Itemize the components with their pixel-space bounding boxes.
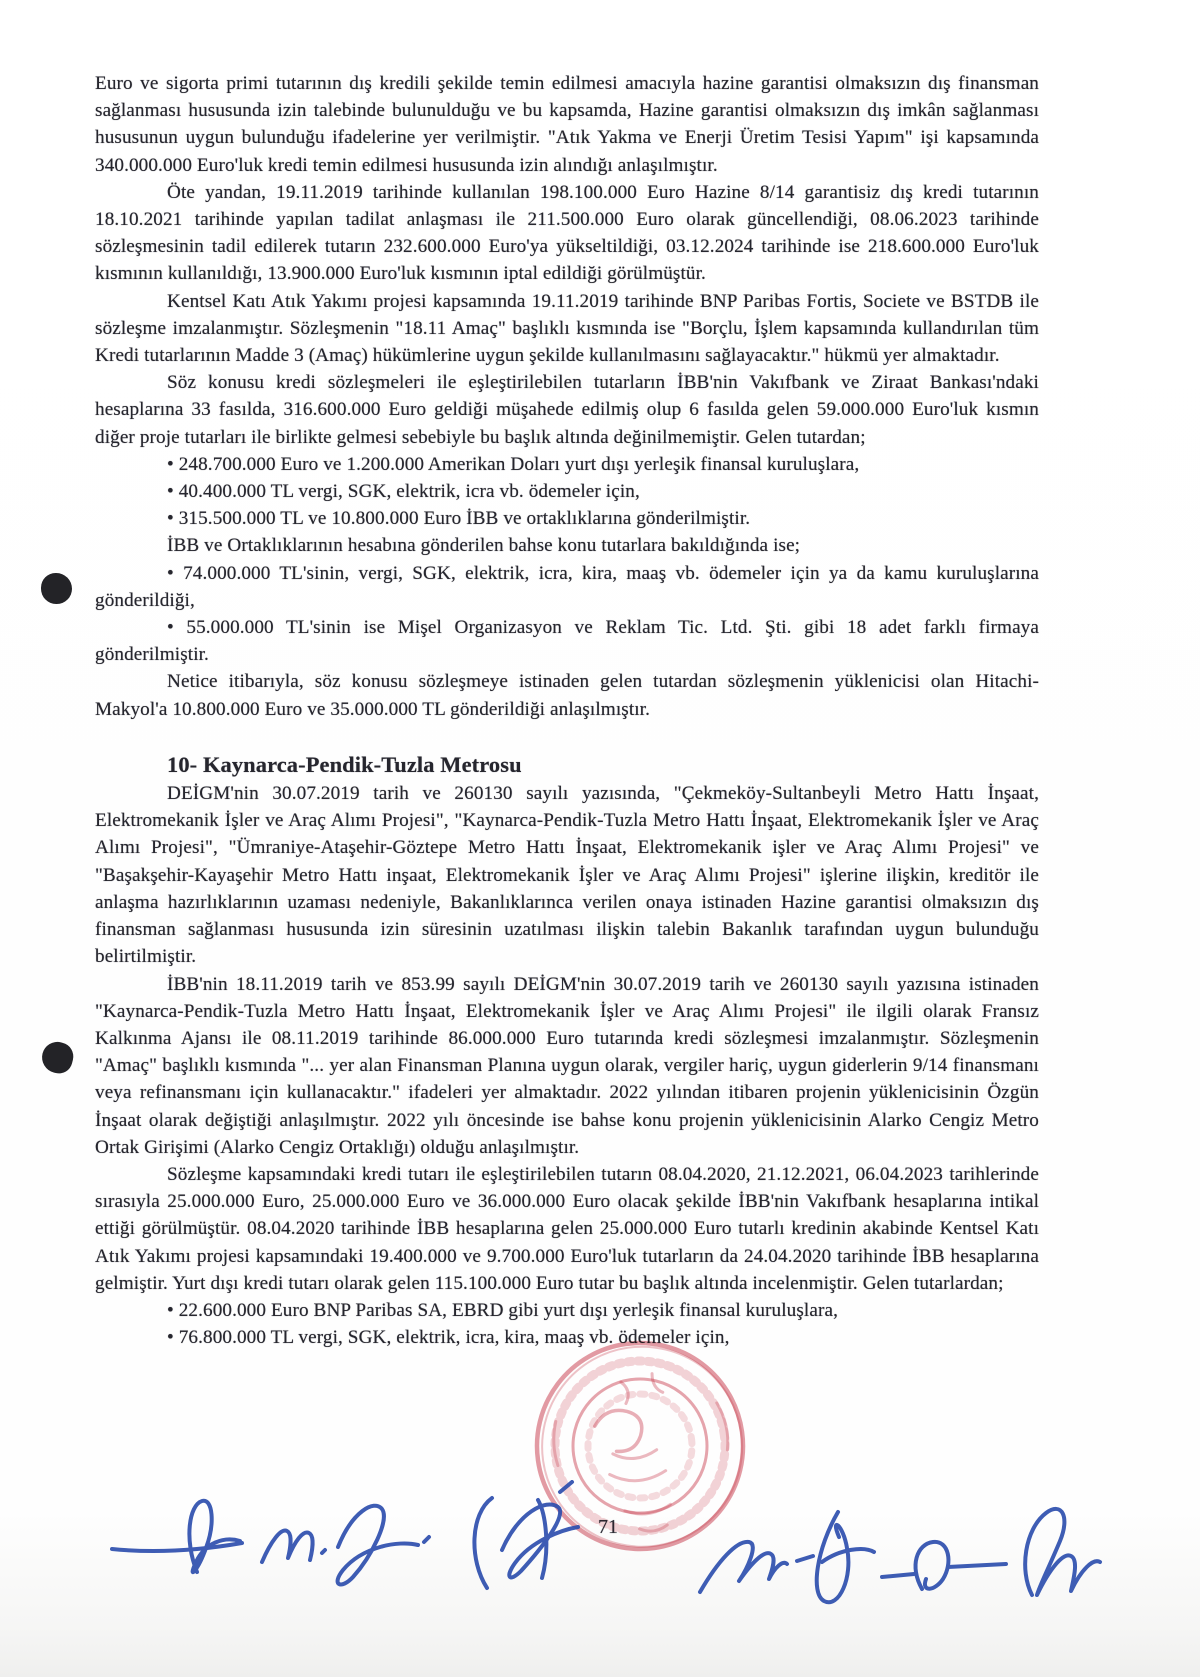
bullet-item: • 315.500.000 TL ve 10.800.000 Euro İBB ve ortaklıklarına gönderilmiştir. (167, 508, 751, 530)
paragraph: Kentsel Katı Atık Yakımı projesi kapsamında 19.11.2019 tarihinde BNP Paribas Fortis, Societe ve BSTDB ile sözleşme imzalanmıştır. Sözleşmenin "18.11 Amaç" başlıklı kısmında ise "Borçlu, İşlem kapsamında kullandırılan tüm Kredi tutarlarının Madde 3 (Amaç) hükümlerine uygun şekilde kullanılmasını sağlayacaktır." hükmü yer almaktadır. (95, 290, 1039, 367)
signature-stroke (700, 1542, 813, 1592)
signature-stroke (817, 1512, 874, 1602)
paragraph: Sözleşme kapsamındaki kredi tutarı ile eşleştirilebilen tutarın 08.04.2020, 21.12.2021, 06.04.2023 tarihlerinde sırasıyla 25.000.000 Euro, 25.000.000 Euro ve 36.000.000 Euro olacak şekilde İBB'nin Vakıfbank hesaplarına intikal ettiği görülmüştür. 08.04.2020 tarihinde İBB hesaplarına gelen 25.000.000 Euro tutarlı kredinin akabinde Kentsel Katı Atık Yakımı projesi kapsamındaki 19.400.000 ve 9.700.000 Euro'luk tutarların da 24.04.2020 tarihinde İBB hesaplarına gelmiştir. Yurt dışı kredi tutarı olarak gelen 115.100.000 Euro tutar bu başlık altında incelenmiştir. Gelen tutarlardan; (95, 1163, 1039, 1294)
bullet-item: • 248.700.000 Euro ve 1.200.000 Amerikan Doları yurt dışı yerleşik finansal kuruluşlara, (167, 453, 860, 475)
paragraph: Öte yandan, 19.11.2019 tarihinde kullanılan 198.100.000 Euro Hazine 8/14 garantisiz dış kredi tutarının 18.10.2021 tarihinde yapılan tadilat anlaşması ile 211.500.000 Euro olarak güncellendiği, 08.06.2023 tarihinde sözleşmesinin tadil edilerek tutarın 232.600.000 Euro'ya yükseltildiği, 03.12.2024 tarihinde ise 218.600.000 Euro'luk kısmının kullanıldığı, 13.900.000 Euro'luk kısmının iptal edildiği görülmüştür. (95, 181, 1039, 285)
paragraph: İBB ve Ortaklıklarının hesabına gönderilen bahse konu tutarlara bakıldığında ise; (167, 535, 801, 557)
hole-punch-mark (41, 573, 72, 604)
bullet-item: • 40.400.000 TL vergi, SGK, elektrik, icra vb. ödemeler için, (167, 481, 640, 503)
signature-stroke (474, 1482, 578, 1588)
signature-stroke (882, 1542, 1006, 1589)
bullet-item: • 55.000.000 TL'sinin ise Mişel Organizasyon ve Reklam Tic. Ltd. Şti. gibi 18 adet farklı firmaya gönderilmiştir. (95, 617, 1039, 666)
document-body (95, 70, 1039, 1351)
bullet-item: • 76.800.000 TL vergi, SGK, elektrik, icra, kira, maaş vb. ödemeler için, (167, 1327, 730, 1349)
paragraph: Söz konusu kredi sözleşmeleri ile eşleştirilebilen tutarların İBB'nin Vakıfbank ve Ziraat Bankası'ndaki hesaplarına 33 fasılda, 316.600.000 Euro geldiği müşahede edilmiş olup 6 fasılda gelen 59.000.000 Euro'luk kısmın diğer proje tutarları ile birlikte gelmesi sebebiyle bu başlık altında değinilmemiştir. Gelen tutardan; (95, 372, 1039, 448)
bullet-item: • 22.600.000 Euro BNP Paribas SA, EBRD gibi yurt dışı yerleşik finansal kuruluşlara, (167, 1299, 838, 1321)
page-number: 71 (598, 1516, 618, 1538)
bullet-item: • 74.000.000 TL'sinin, vergi, SGK, elektrik, icra, kira, maaş vb. ödemeler için ya da kamu kuruluşlarına gönderildiği, (95, 562, 1039, 611)
signature-stroke (112, 1501, 242, 1572)
signature-stroke (262, 1506, 429, 1585)
paragraph: İBB'nin 18.11.2019 tarih ve 853.99 sayılı DEİGM'nin 30.07.2019 tarih ve 260130 sayılı yazısına istinaden "Kaynarca-Pendik-Tuzla Metro Hattı İnşaat, Elektromekanik İşler ve Araç Alımı Projesi" ile ilgili olarak Fransız Kalkınma Ajansı ile 08.11.2019 tarihinde 86.000.000 Euro tutarında kredi sözleşmesi imzalanmıştır. Sözleşmenin "Amaç" başlıklı kısmında "... yer alan Finansman Planına uygun olarak, vergiler hariç, uygun giderlerin 9/14 finansmanı veya refinansmanı için kullanacaktır." ifadeleri yer almaktadır. 2022 yılından itibaren projenin yüklenicisinin Özgün İnşaat olarak değiştiği anlaşılmıştır. 2022 yılı öncesinde ise bahse konu projenin yüklenicisinin Alarko Cengiz Metro Ortak Girişimi (Alarko Cengiz Ortaklığı) olduğu anlaşılmıştır. (95, 973, 1039, 1158)
paragraph: Euro ve sigorta primi tutarının dış kredili şekilde temin edilmesi amacıyla hazine garantisi olmaksızın dış finansman sağlanması hususunda izin talebinde bulunulduğu ve bu kapsamda, Hazine garantisi olmaksızın dış imkân sağlanması hususunun uygun bulunduğu ifadelerine yer verilmiştir. "Atık Yakma ve Enerji Üretim Tesisi Yapım" işi kapsamında 340.000.000 Euro'luk kredi temin edilmesi hususunda izin alındığı anlaşılmıştır. (95, 73, 1039, 176)
paragraph: Netice itibarıyla, söz konusu sözleşmeye istinaden gelen tutardan sözleşmenin yüklenicisi olan Hitachi-Makyol'a 10.800.000 Euro ve 35.000.000 TL gönderildiği anlaşılmıştır. (95, 671, 1039, 720)
hole-punch-mark (39, 1039, 77, 1077)
section-heading: 10- Kaynarca-Pendik-Tuzla Metrosu (167, 751, 522, 777)
signature-stroke (1025, 1509, 1100, 1595)
paragraph: DEİGM'nin 30.07.2019 tarih ve 260130 sayılı yazısında, "Çekmeköy-Sultanbeyli Metro Hattı İnşaat, Elektromekanik İşler ve Araç Alımı Projesi", "Kaynarca-Pendik-Tuzla Metro Hattı İnşaat, Elektromekanik İşler ve Araç Alımı Projesi", "Ümraniye-Ataşehir-Göztepe Metro Hattı İnşaat, Elektromekanik işler ve Araç Alımı Projesi" ve "Başakşehir-Kayaşehir Metro Hattı inşaat, Elektromekanik İşler ve Araç Alımı Projesi" işlerine ilişkin, kreditör ile anlaşma hazırlıklarının uzaması nedeniyle, Bakanlıklarınca verilen onaya istinaden Hazine garantisi olmaksızın dış finansman sağlanması hususunda izin süresinin uzatılması ilişkin talebin Bakanlık tarafından uygun bulunduğu belirtilmiştir. (95, 783, 1039, 968)
